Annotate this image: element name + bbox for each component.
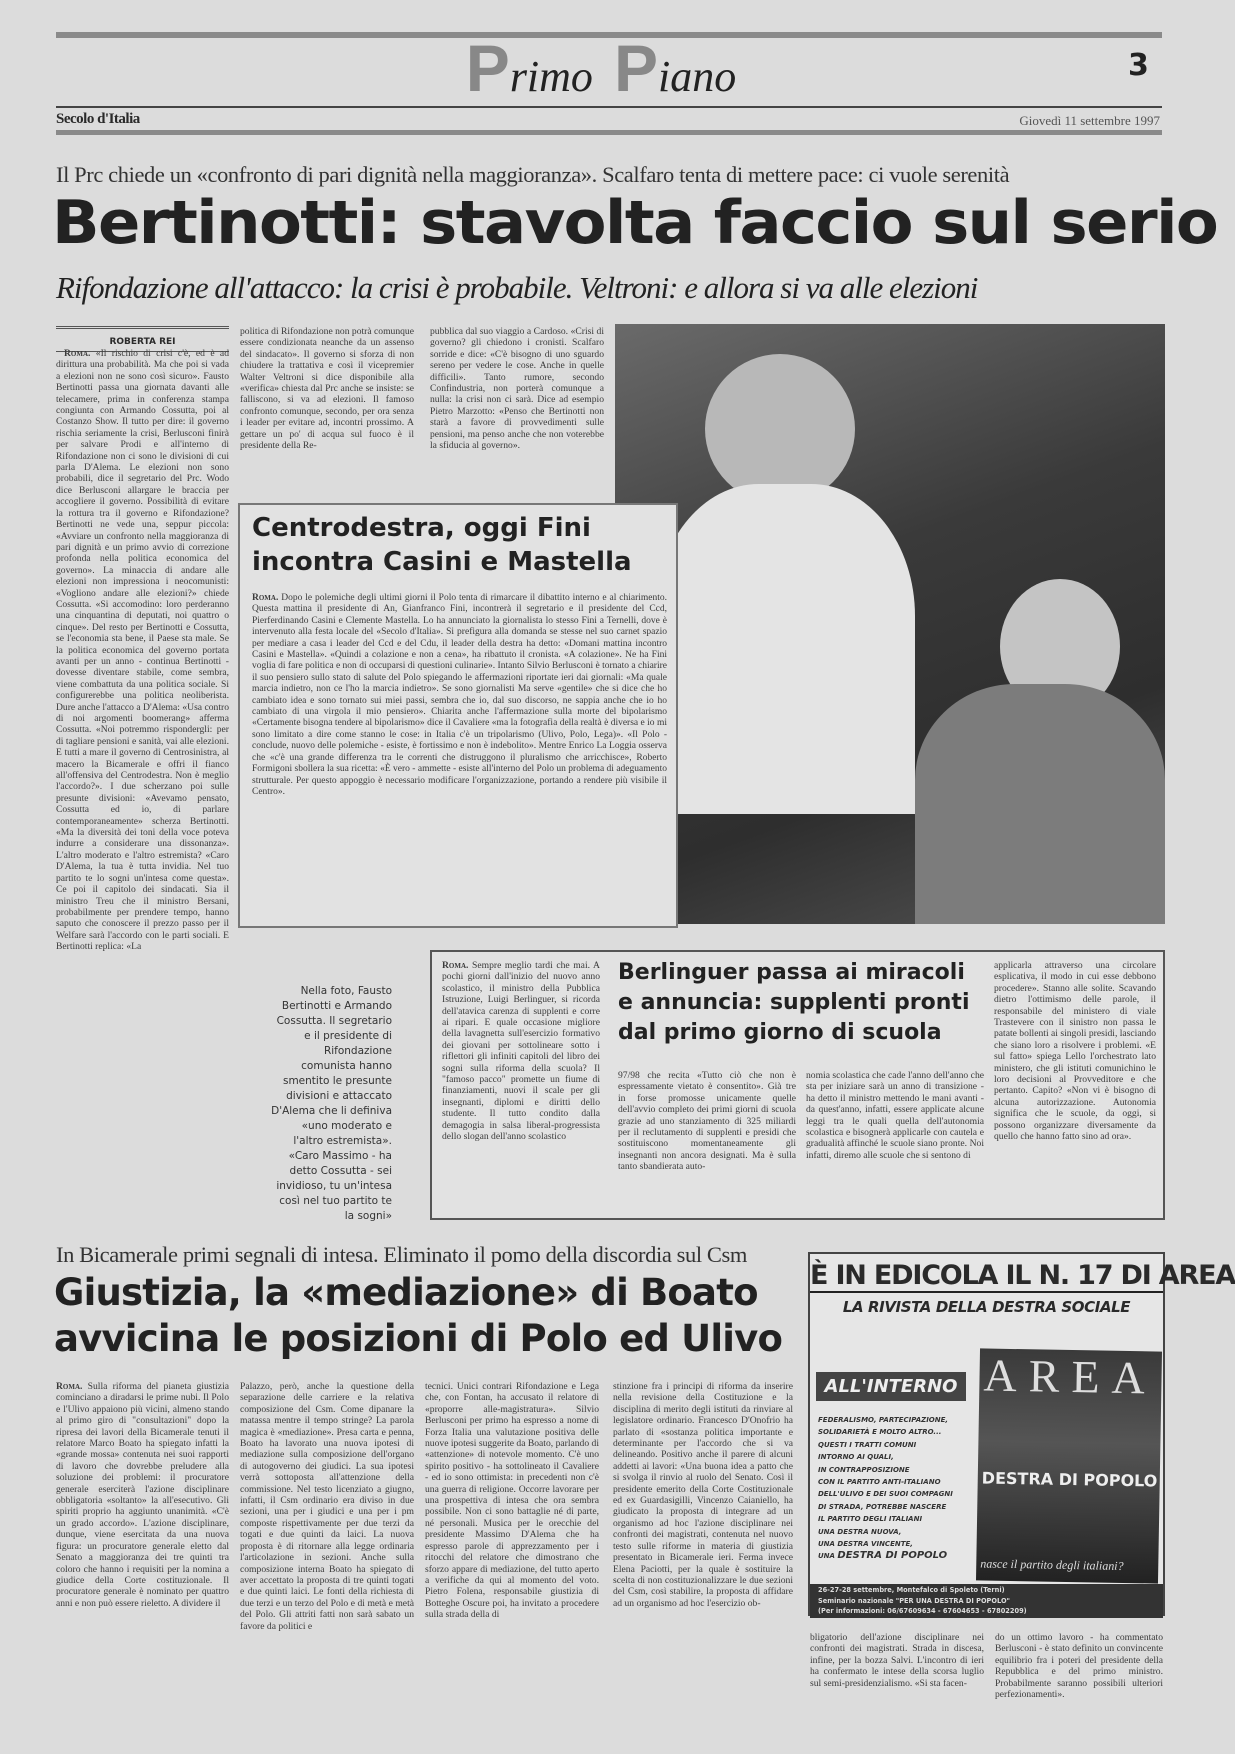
- ad-footer-line: 26-27-28 settembre, Montefalco di Spoleto (Terni): [818, 1586, 1005, 1594]
- headline-line: dal primo giorno di scuola: [618, 1020, 942, 1045]
- giustizia-col3: [425, 1381, 599, 1741]
- article-text: Sempre meglio tardi che mai. A pochi giorni dall'inizio del nuovo anno scolastico, il ministro della Pubblica Istruzione, Luigi Berlinguer, si ricorda dell'atavica carenza di supplenti e corre ai ripari. E quale occasione migliore della lavagnetta sull'esercizio formativo dei giovani per sottolineare sotto i riflettori gli infiniti capitoli del libro dei sogni sulla riforma della scuola? Il "famoso pacco" promette un fiume di finanziamenti, nuovi il scale per gli insegnanti, diplomi e diritti dello studente. Il tutto condito dalla demagogia in salsa liberal-progressista dello slogan dell'anno scolastico: [442, 960, 600, 1143]
- ad-footer-line: (Per informazioni: 06/67609634 - 67604653 - 67802209): [818, 1607, 1027, 1615]
- section-word: iano: [657, 52, 737, 101]
- headline-line: Centrodestra, oggi Fini: [252, 513, 591, 543]
- article-text: Sulla riforma del pianeta giustizia cominciano a diradarsi le prime nubi. Il Polo e l'Ulivo appaiono più vicini, almeno stando al primo giro di "consultazioni" dopo la ripresa dei lavori della Bicamerale tenuti il relatore Marco Boato ha spiegato infatti la «grande mossa» contenuta nei suoi rapporti di lavoro che dovrebbe preludere alla soluzione dei problemi: il procuratore generale eserciterà l'azione disciplinare obbligatoria «soltanto» la all'esecutivo. Gli spiriti proprio ha aggiunto unanimità. «C'è un grado accordo». L'azione disciplinare, dunque, viene esercitata da una nuova figura: un procuratore generale eletto dal Senato a maggioranza dei tre quinti tra coloro che hanno i requisiti per la nomina a giudice della Corte costituzionale. Il procuratore generale è nominato per quattro anni e non può essere rieletto. A dividere il: [56, 1381, 229, 1609]
- main-story-col1: [56, 348, 229, 1216]
- rule: [56, 130, 1162, 135]
- main-kicker: Il Prc chiede un «confronto di pari dignità nella maggioranza». Scalfaro tenta di mettere pace: ci vuole serenità: [56, 162, 1010, 187]
- area-magazine-ad: [808, 1252, 1235, 1616]
- article-text: tecnici. Unici contrari Rifondazione e Lega che, con Fontan, ha accusato il relatore di «proporre alle-magistratura». Silvio Berlusconi per primo ha espresso a nome di Forza Italia una valutazione positiva delle nuove ipotesi suggerite da Boato, parlando di «attenzione» di notevole momento. C'è uno spirito positivo - ha sottolineato il Cavaliere - ed io sono ottimista: in precedenti non c'è una guerra di religione. Occorre lavorare per una prospettiva di intesa che ora sembra possibile. Non ci sono battaglie né di parte, né personali. Musica per le orecchie del presidente Massimo D'Alema che ha espresso parole di apprezzamento per i ritocchi del relatore che dimostrano che sforzo appare di mediazione, del tutto aperto a verifiche da qui al momento del voto. Pietro Folena, responsabile giustizia di Botteghe Oscure poi, ha invitato a procedere sulla strada della di: [425, 1381, 599, 1621]
- photo-body-right: [915, 684, 1165, 924]
- photo-figure-left: [705, 354, 855, 504]
- dateline: Roma.: [56, 1381, 83, 1392]
- main-story-col2: [240, 326, 414, 492]
- dateline: Roma.: [442, 960, 469, 971]
- issue-date: Giovedì 11 settembre 1997: [1019, 113, 1160, 128]
- article-text: 97/98 che recita «Tutto ciò che non è espressamente vietato è consentito». Già tre in forse promosse unicamente quelle dell'avvio completo dei primi giorni di scuola grazie ad uno stanziamento di 325 miliardi per il reclutamento di supplenti e presidi che sostituiscono momentaneamente gli insegnanti non ancora designati. Ma è sulla tanto sbandierata auto-: [618, 1070, 796, 1173]
- ad-line: CON IL PARTITO ANTI-ITALIANO: [818, 1478, 941, 1487]
- ad-line: DELL'ULIVO E DEI SUOI COMPAGNI: [818, 1490, 953, 1499]
- giustizia-col5: [810, 1632, 984, 1742]
- section-initial: P: [613, 31, 658, 105]
- centrodestra-body: [252, 593, 667, 918]
- article-text: stinzione fra i principi di riforma da inserire nella revisione della Costituzione e la disciplina di merito degli istituti da rinviare al legislatore ordinario. Francesco D'Onofrio ha parlato di «sostanza politica importante e determinante per l'accordo che si va delineando. Positivo anche il parere di alcuni addetti ai lavori: «Una buona idea a patto che si svolga il rinvio al ruolo del Senato. Così il presidente emerito della Corte Costituzionale ed ex Guardasigilli, Vincenzo Caianiello, ha giudicato la proposta di integrare ad un organismo ad hoc l'azione disciplinare nei confronti dei magistrati, contenuta nel nuovo testo sulle riforme in materia di giustizia presentato in Bicamerale ieri. Ferma invece Elena Paciotti, per la quale è sostituire la scelta di non costituzionalizzare le due sezioni del Csm, così stabilire, la proposta di affidare ad un organismo ad hoc l'esercizio ob-: [613, 1381, 793, 1609]
- section-title: [0, 31, 1202, 109]
- article-text: «Il rischio di crisi c'è, ed è ad dirittura una probabilità. Ma che poi si vada a elezioni non ne sono così sicuro». Fausto Bertinotti passa una giornata davanti alle telecamere, prima in conferenza stampa congiunta con Armando Cossutta, poi al Costanzo Show. Il tutto per dire: il governo rischia seriamente la crisi, Berlusconi finirà per salvare Prodi e all'interno di Rifondazione non ci sono le divisioni di cui parla D'Alema. Le elezioni non sono probabili, dice il segretario del Prc. Wodo dice Berlusconi allargare le braccia per accogliere il governo. Possibilità di evitare la rottura tra il governo e Rifondazione? Bertinotti ne vede una, seppur piccola: «Avviare un confronto nella maggioranza di pari dignità e un primo avvio di correzione profonda nella politica economica del governo». La minaccia di andare alle elezioni non impressiona i neocomunisti: «Vogliono andare alle elezioni?» chiede Cossutta. «Si accomodino: loro perderanno una cinquantina di deputati, noi quattro o cinque». Del resto per Bertinotti e Cossutta, se l'economia sta bene, il Paese sta male. Se la politica economica del governo portata avanti per un anno - continua Bertinotti - dovesse diventare stabile, come sembra, viene combattuta da una politica sociale. Si configurerebbe una politica neoliberista. Dure anche l'attacco a D'Alema: «Usa contro di noi argomenti boomerang» afferma Cossutta. «Noi potremmo rispondergli: per di tagliare pensioni e sanità, vai alle elezioni. E tutti a mare il governo di Centrosinistra, al macero la Bicamerale e offri il fianco all'offensiva del Centrodestra. Non è meglio l'accordo?». I due scherzano poi sulle presunte divisioni: «Avevamo pensato, Cossutta ed io, di parlare contemporaneamente» scherza Bertinotti. «Ma la diversità dei toni della voce poteva indurre a considerare una dissonanza». L'altro moderato e l'altro estremista? «Caro D'Alema, la tua è tutta invidia. Nel tuo partito te lo sogni un'intesa come questa». Ce poi il capitolo dei sindacati. Sia il ministro Treu che il ministro Bersani, probabilmente per prendere tempo, hanno saputo che conoscere il prezzo passo per il Welfare sarà l'accordo con le parti sociali. E Bertinotti replica: «La: [56, 348, 229, 953]
- ad-title: È IN EDICOLA IL N. 17 DI AREA: [810, 1260, 1235, 1291]
- ad-inside-list: [818, 1414, 968, 1563]
- byline: ROBERTA REI: [109, 337, 176, 347]
- berlinguer-headline: [618, 958, 969, 1048]
- giustizia-col6: [995, 1632, 1163, 1742]
- ad-inside-label: ALL'INTERNO: [816, 1372, 966, 1401]
- berlinguer-col3: [806, 1070, 984, 1212]
- dateline: Roma.: [64, 348, 91, 359]
- article-text: do un ottimo lavoro - ha commentato Berlusconi - è stato definito un convincente equilibrio fra i poteri del presidente della Repubblica e del primo ministro. Probabilmente saranno possibili ulteriori perfezionamenti».: [995, 1632, 1163, 1701]
- ad-line: UNA DESTRA VINCENTE,: [818, 1540, 913, 1549]
- photo-body-left: [655, 484, 915, 814]
- photo-caption: Nella foto, Fausto Bertinotti e Armando Cossutta. Il segretario e il presidente di Rifondazione comunista hanno smentito le presunte divisioni e attaccato D'Alema che li definiva «uno moderato e l'altro estremista». «Caro Massimo - ha detto Cossutta - sei invidioso, tu un'intesa così nel tuo partito te la sogni»: [271, 985, 392, 1222]
- photo-bertinotti-cossutta: [615, 324, 1165, 924]
- ad-footer-line: Seminario nazionale "PER UNA DESTRA DI POPOLO": [818, 1596, 1010, 1605]
- article-text: applicarla attraverso una circolare esplicativa, il modo in cui esse debbono procedere». Stanno alle solite. Scavando dietro l'ottimismo delle parole, il responsabile del ministero di viale Trastevere con il sinistro non passa le patate bollenti ai singoli presidi, lasciando che siano loro a risolvere i problemi. «E sul fatto» spiega Lello l'orchestrato lato ministero, che gli istituti comunichino le loro decisioni al Provveditore e che pertanto. Capito? «Non vi è bisogno di alcuna autorizzazione. Autonomia significa che le scuole, da oggi, si possono organizzare diversamente da quello che hanno fatto sino ad ora».: [994, 960, 1156, 1143]
- ad-line-emph: DESTRA DI POPOLO: [837, 1550, 948, 1562]
- section-initial: P: [465, 31, 510, 105]
- giustizia-headline: [54, 1270, 782, 1362]
- headline-line: Giustizia, la «mediazione» di Boato: [54, 1271, 758, 1314]
- article-text: bligatorio dell'azione disciplinare nei confronti dei magistrati. Strada in discesa, infine, per la bozza Salvi. L'incontro di ieri ha confermato le intese della scorsa luglio sul semi-presidenzialismo. «Si sta facen-: [810, 1632, 984, 1689]
- ad-magazine-cover: [976, 1348, 1162, 1583]
- ad-footer: [810, 1584, 1163, 1618]
- ad-line: INTORNO AI QUALI,: [818, 1453, 894, 1462]
- article-text: pubblica dal suo viaggio a Cardoso. «Crisi di governo? gli chiedono i cronisti. Scalfaro sorride e dice: «C'è bisogno di uno sguardo sereno per vedere le cose. Anche in quelle difficili». Tanto rumore, secondo Confindustria, non porterà comunque a nulla: la crisi non ci sarà. Dice ad esempio Pietro Marzotto: «Penso che Bertinotti non starà a favore di provvedimenti sulle pensioni, ma penso anche che non voterebbe la sfiducia al governo».: [430, 326, 604, 452]
- article-text: politica di Rifondazione non potrà comunque essere condizionata neanche da un assenso del sindacato». Il governo si sforza di non chiudere la trattativa e così il vicepremier Walter Veltroni si dice disponibile alla «verifica» chiesta dal Prc anche se insiste: se falliscono, si va ad elezioni. Il famoso confronto comunque, secondo, per ora senza i leader per evitare ad, incontri prossimo. A gettare un po' di acqua sul fuoco è il presidente della Re-: [240, 326, 414, 452]
- headline-line: avvicina le posizioni di Polo ed Ulivo: [54, 1317, 783, 1360]
- main-story-col3: [430, 326, 604, 492]
- berlinguer-article: [430, 950, 1165, 1220]
- ad-line: DI STRADA, POTREBBE NASCERE: [818, 1502, 947, 1511]
- ad-line: IN CONTRAPPOSIZIONE: [818, 1465, 910, 1474]
- ad-line: IL PARTITO DEGLI ITALIANI: [818, 1515, 923, 1524]
- ad-line: UNA DESTRA NUOVA,: [818, 1527, 902, 1536]
- giustizia-kicker: In Bicamerale primi segnali di intesa. Eliminato il pomo della discordia sul Csm: [56, 1242, 747, 1267]
- article-text: nomia scolastica che cade l'anno dell'anno che sta per iniziare sarà un anno di transizione - ha detto il ministro mettendo le mani avanti - da quest'anno, infatti, essere applicate alcune leggi tra le quali quella dell'autonomia scolastica e bisognerà applicarle con cautela e gradualità affinché le scuole siano pronte. Noi infatti, diremo alle scuole che si sentono di: [806, 1070, 984, 1161]
- giustizia-col2: [240, 1381, 414, 1741]
- rule: [56, 106, 1162, 108]
- dateline: Roma.: [252, 593, 279, 603]
- ad-subtitle: LA RIVISTA DELLA DESTRA SOCIALE: [842, 1298, 1131, 1316]
- berlinguer-col4: [994, 960, 1156, 1212]
- article-text: Palazzo, però, anche la questione della separazione delle carriere e la relativa composizione del Csm. Come dipanare la matassa mentre il tempo stringe? La parola magica è «mediazione». Presa carta e penna, Boato ha lavorato una nuova ipotesi di mediazione sulla composizione dell'organo di autogoverno dei giudici. La sua ipotesi verrà sottoposta all'attenzione della commissione. Nel testo licenziato a giugno, infatti, il Csm ordinario era diviso in due sezioni, una per i giudici e una per i pm composte rispettivamente per due terzi da togati e due quinti da laici. La nuova proposta è di ritornare alla legge ordinaria l'articolazione in sezioni. Anche sulla composizione interna Boato ha spiegato di aver accettato la proposta di tre quinti togati e due quinti laici. Le fonti della richiesta di due terzi e un terzo del Polo e di metà e metà del Polo. Gli attriti fatti non sarà sabato un favore da politici e: [240, 1381, 414, 1632]
- giustizia-col4: [613, 1381, 793, 1741]
- headline-line: incontra Casini e Mastella: [252, 547, 632, 577]
- cover-banner: DESTRA DI POPOLO: [981, 1468, 1158, 1491]
- section-word: rimo: [509, 52, 593, 101]
- article-text: Dopo le polemiche degli ultimi giorni il Polo tenta di rimarcare il dibattito interno e al chiarimento. Questa mattina il presidente di An, Gianfranco Fini, incontrerà il segretario e il presidente del Ccd, Pierferdinando Casini e Clemente Mastella. Lo ha annunciato la giornalista lo stesso Fini a Ternelli, dove è intervenuto alla festa locale del «Secolo d'Italia». Si prefigura alla domanda se stesse nel suo carnet spazio per mediare a casa i leader del Ccd e del Cdu, il leader della destra ha detto: «Domani mattina incontro Casini e Mastella». «Quindi a colazione e non a cena», ha ribattuto il cronista. «A colazione». Ne ha Fini voglia di fare politica e non di occuparsi di questioni culinarie». Intanto Silvio Berlusconi è tornato a chiarire il suo pensiero sullo stato di salute del Polo spiegando le affermazioni riportate ieri dai giornali: «Ma quale marcia indietro, non ce l'ho la marcia indietro». Se sono giornalisti Ma serve «gentile» che si dice che ho cambiato idea e sono tornato sui miei passi, sembra che io, dal suo discorso, ne sappia anche che io ho cambiato di una virgola il mio pensiero». Chiarita anche l'affermazione sulla morte del bipolarismo «Certamente bisogna tendere al bipolarismo» dice il Cavaliere «ma la fotografia della realtà è diversa e io mi sono limitato a dire come stanno le cose: in Italia c'è un tripolarismo (Ulivo, Polo, Lega)». «Il Polo - conclude, nuovo delle polemiche - esiste, è fortissimo e non è indebolito». Mentre Enrico La Loggia osserva che «c'è una grande differenza tra le correnti che distruggono il pluralismo che arricchisce», Roberto Formigoni sbollera la sua ricetta: «È vero - ammette - esiste all'interno del Polo un problema di adeguamento strutturale. Per questo appoggio è necessario modificare l'organizzazione, portando a rendere più visibile il Centro».: [252, 593, 667, 797]
- berlinguer-col2: [618, 1070, 796, 1212]
- headline-line: e annuncia: supplenti pronti: [618, 990, 970, 1015]
- page-number: 3: [1128, 48, 1149, 83]
- ad-line: QUESTI I TRATTI COMUNI: [818, 1440, 917, 1449]
- main-subhead: Rifondazione all'attacco: la crisi è probabile. Veltroni: e allora si va alle elezioni: [56, 270, 978, 305]
- cover-tagline: nasce il partito degli italiani?: [980, 1556, 1124, 1573]
- giustizia-col1: [56, 1381, 229, 1741]
- main-headline: Bertinotti: stavolta faccio sul serio: [52, 188, 1218, 258]
- cover-title: AREA: [983, 1349, 1158, 1404]
- ad-line: FEDERALISMO, PARTECIPAZIONE,: [818, 1416, 949, 1424]
- paper-name: Secolo d'Italia: [56, 111, 140, 127]
- centrodestra-headline: [252, 511, 632, 579]
- ad-line: UNA: [818, 1552, 835, 1561]
- berlinguer-col1: [442, 960, 600, 1212]
- ad-line: SOLIDARIETÀ E MOLTO ALTRO...: [818, 1428, 942, 1437]
- centrodestra-article: [238, 503, 678, 928]
- headline-line: Berlinguer passa ai miracoli: [618, 960, 965, 985]
